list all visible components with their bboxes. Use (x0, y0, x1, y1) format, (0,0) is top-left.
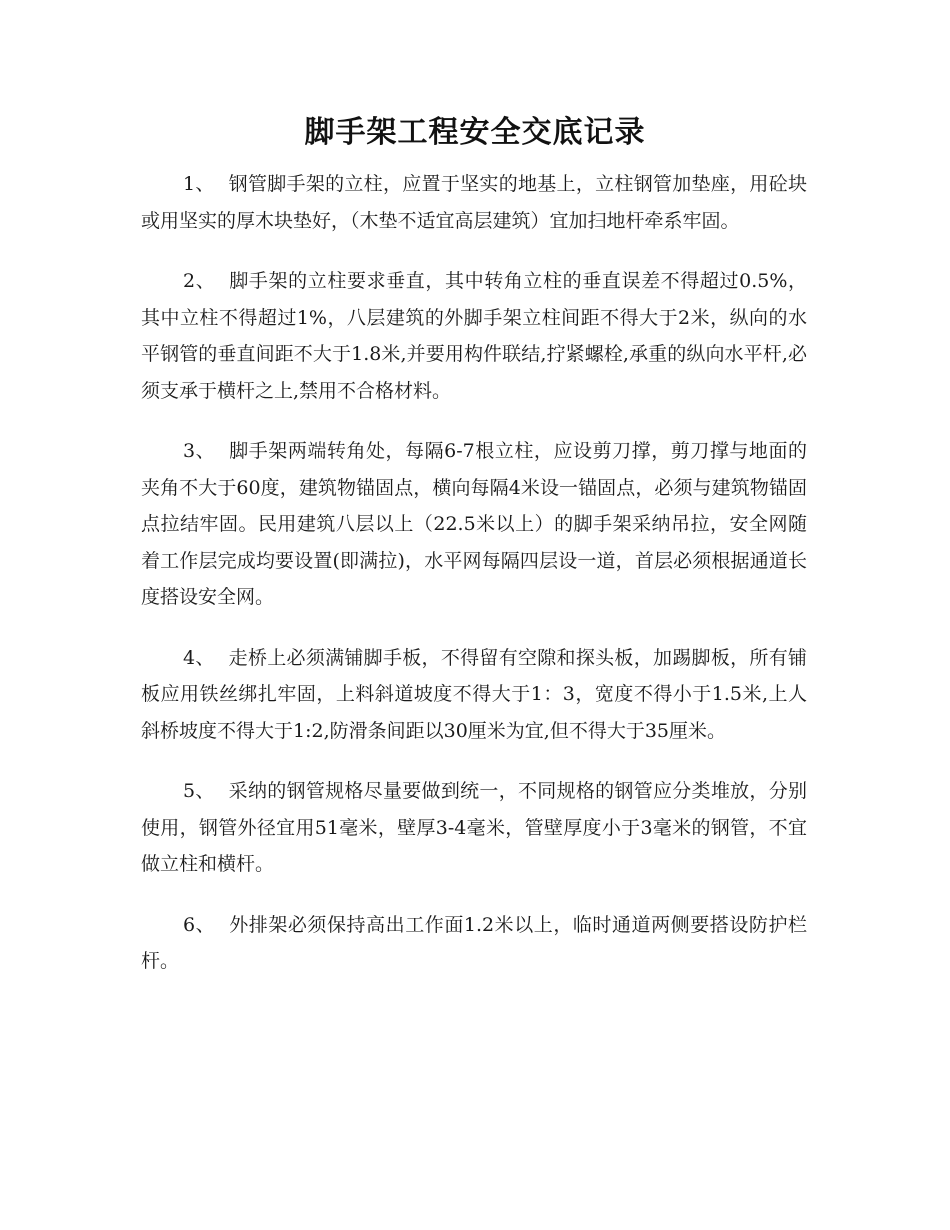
paragraph-text: 钢管脚手架的立柱，应置于坚实的地基上，立柱钢管加垫座，用砼块或用坚实的厚木块垫好，（木垫不适宜高层建筑）宜加扫地杆牵系牢固。 (141, 173, 807, 232)
paragraph-5 (141, 773, 807, 883)
paragraph-4 (141, 640, 807, 750)
paragraph-text: 采纳的钢管规格尽量要做到统一，不同规格的钢管应分类堆放，分别使用，钢管外径宜用51毫米，壁厚3-4毫米，管壁厚度小于3毫米的钢管，不宜做立柱和横杆。 (141, 780, 807, 875)
paragraph-number: 5、 (183, 780, 215, 802)
paragraph-text: 外排架必须保持高出工作面1.2米以上，临时通道两侧要搭设防护栏杆。 (141, 913, 807, 972)
paragraph-2 (141, 263, 807, 409)
paragraph-number: 4、 (183, 646, 215, 669)
paragraph-3 (141, 433, 807, 616)
paragraph-number: 6、 (183, 913, 216, 936)
paragraph-text: 脚手架的立柱要求垂直，其中转角立柱的垂直误差不得超过0.5%，其中立柱不得超过1%，八层建筑的外脚手架立柱间距不得大于2米，纵向的水平钢管的垂直间距不大于1.8米,并要用构件联结,拧紧螺栓,承重的纵向水平杆,必须支承于横杆之上,禁用不合格材料。 (141, 270, 807, 402)
document-body (141, 166, 807, 1004)
document-title: 脚手架工程安全交底记录 (304, 115, 646, 150)
paragraph-1 (141, 166, 807, 239)
paragraph-6 (141, 907, 807, 980)
paragraph-number: 2、 (183, 270, 216, 292)
paragraph-number: 3、 (183, 440, 216, 462)
paragraph-text: 走桥上必须满铺脚手板，不得留有空隙和探头板，加踢脚板，所有铺板应用铁丝绑扎牢固，上料斜道坡度不得大于1：3，宽度不得小于1.5米,上人斜桥坡度不得大于1:2,防滑条间距以30厘米为宜,但不得大于35厘米。 (141, 646, 807, 742)
paragraph-text: 脚手架两端转角处，每隔6-7根立柱，应设剪刀撑，剪刀撑与地面的夹角不大于60度，建筑物锚固点，横向每隔4米设一锚固点，必须与建筑物锚固点拉结牢固。民用建筑八层以上（22.5米以上）的脚手架采纳吊拉，安全网随着工作层完成均要设置(即满拉)，水平网每隔四层设一道，首层必须根据通道长度搭设安全网。 (141, 440, 807, 608)
paragraph-number: 1、 (183, 173, 215, 195)
